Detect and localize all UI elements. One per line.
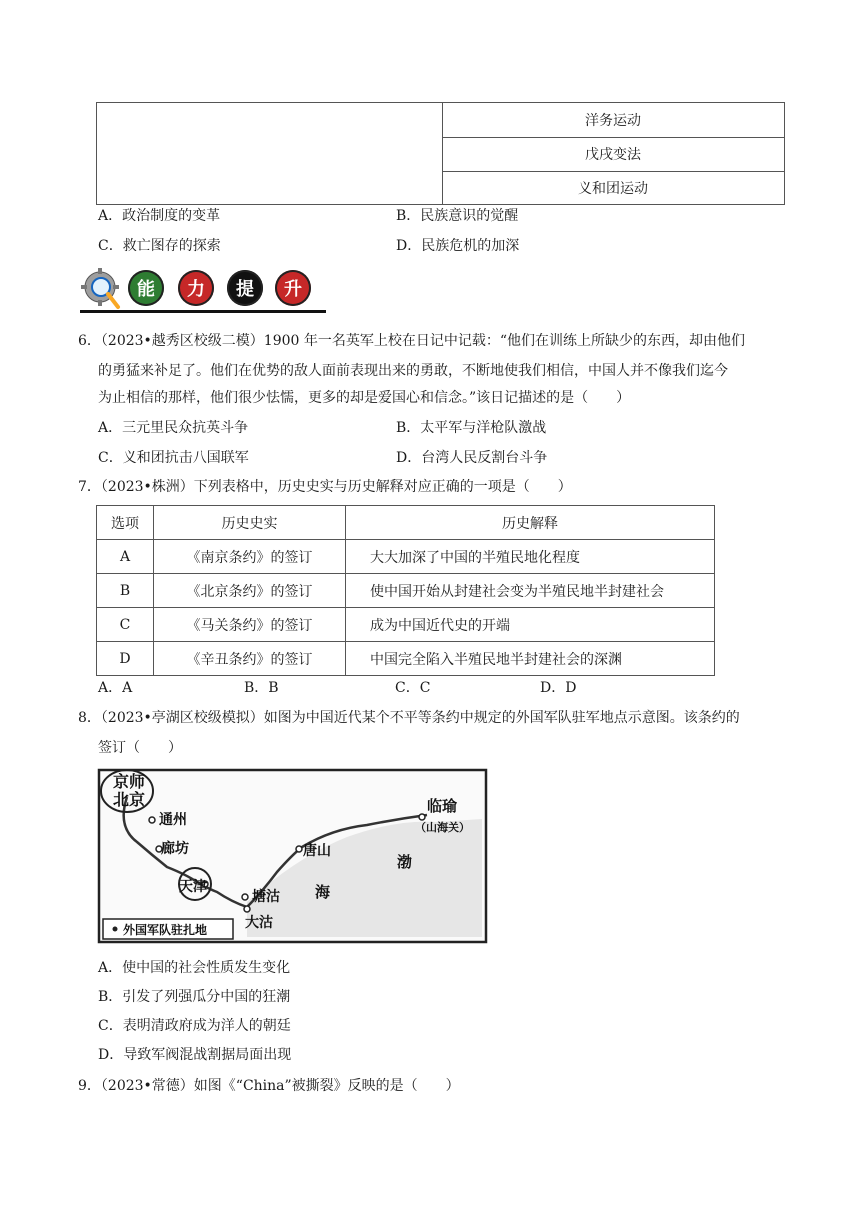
map-legend-text: 外国军队驻扎地 (123, 923, 208, 937)
map-label-tongzhou: 通州 (159, 812, 187, 828)
q7-header-option: 选项 (97, 506, 154, 540)
map-label-shanhaiguan: （山海关） (415, 821, 470, 834)
tangshan-point (296, 846, 302, 852)
table-row (97, 608, 715, 642)
q7-option-c[interactable]: C．C (395, 680, 431, 696)
q5-option-a[interactable]: A．政治制度的变革 (98, 208, 221, 224)
q7-stem: 7．（2023•株洲）下列表格中，历史史实与历史解释对应正确的一项是（ ） (78, 479, 572, 495)
table-row (97, 574, 715, 608)
map-label-sea-1: 渤 (397, 853, 413, 871)
q6-option-a[interactable]: A．三元里民众抗英斗争 (98, 420, 249, 436)
q5-option-c[interactable]: C．救亡图存的探索 (98, 238, 221, 254)
linyu-point (419, 814, 425, 820)
q5-table-row-2: 戊戌变法 (585, 147, 641, 163)
magnifier-gear-icon (80, 267, 122, 311)
q6-stem-line-3: 为止相信的那样，他们很少怯懦，更多的却是爱国心和信念。”该日记描述的是（ ） (98, 390, 631, 406)
q7-cell: 使中国开始从封建社会变为半殖民地半封建社会 (346, 574, 715, 608)
map-label-tanggu: 塘沽 (252, 889, 280, 905)
table-row (97, 642, 715, 676)
q5-table (96, 102, 785, 205)
q8-map-figure (97, 767, 489, 945)
q5-option-b[interactable]: B．民族意识的觉醒 (396, 208, 519, 224)
q6-stem-line-1: 6．（2023•越秀区校级二模）1900 年一名英军上校在日记中记载：“他们在训练上所缺少的东西，却由他们 (78, 333, 746, 349)
q6-option-c[interactable]: C．义和团抗击八国联军 (98, 450, 249, 466)
q7-cell: 大大加深了中国的半殖民地化程度 (346, 540, 715, 574)
banner-char-1: 能 (128, 270, 164, 306)
map-label-jingshi: 京师 (113, 772, 146, 791)
dagu-point (244, 906, 250, 912)
map-label-dagu: 大沽 (245, 915, 273, 931)
q7-header-explanation: 历史解释 (346, 506, 715, 540)
map-label-langfang: 廊坊 (161, 841, 189, 857)
tanggu-point (242, 894, 248, 900)
q7-option-b[interactable]: B．B (244, 680, 279, 696)
q6-stem-line-2: 的勇猛来补足了。他们在优势的敌人面前表现出来的勇敢，不断地使我们相信，中国人并不像我们迄今 (98, 363, 728, 379)
legend-dot-icon (113, 927, 118, 932)
tongzhou-point (149, 817, 155, 823)
q7-cell: D (97, 642, 154, 676)
q7-cell: 《马关条约》的签订 (154, 608, 346, 642)
table-row (97, 506, 715, 540)
map-label-linyu: 临瑜 (427, 797, 458, 815)
q8-option-c[interactable]: C．表明清政府成为洋人的朝廷 (98, 1018, 291, 1034)
q7-cell: B (97, 574, 154, 608)
q7-table (96, 505, 715, 676)
map-label-tangshan: 唐山 (303, 843, 331, 859)
q8-stem-line-1: 8．（2023•亭湖区校级模拟）如图为中国近代某个不平等条约中规定的外国军队驻军地点示意图。该条约的 (78, 710, 740, 726)
banner-underline (80, 310, 326, 313)
q5-option-d[interactable]: D．民族危机的加深 (396, 238, 520, 254)
q8-option-d[interactable]: D．导致军阀混战割据局面出现 (98, 1047, 292, 1063)
banner-char-3: 提 (227, 270, 263, 306)
map-label-beijing: 北京 (113, 790, 146, 809)
q7-cell: 《辛丑条约》的签订 (154, 642, 346, 676)
q5-table-row-3: 义和团运动 (578, 181, 648, 197)
q8-stem-line-2: 签订（ ） (98, 740, 182, 756)
q7-cell: 成为中国近代史的开端 (346, 608, 715, 642)
q7-option-a[interactable]: A．A (98, 680, 133, 696)
map-label-tianjin: 天津 (179, 879, 207, 895)
q6-option-b[interactable]: B．太平军与洋枪队激战 (396, 420, 547, 436)
q8-option-b[interactable]: B．引发了列强瓜分中国的狂潮 (98, 989, 291, 1005)
q7-header-fact: 历史史实 (154, 506, 346, 540)
banner-char-4: 升 (275, 270, 311, 306)
q7-cell: 《北京条约》的签订 (154, 574, 346, 608)
ability-banner (80, 267, 326, 313)
q6-option-d[interactable]: D．台湾人民反割台斗争 (396, 450, 548, 466)
q9-stem: 9．（2023•常德）如图《“China”被撕裂》反映的是（ ） (78, 1078, 460, 1094)
q7-cell: 《南京条约》的签订 (154, 540, 346, 574)
banner-char-2: 力 (178, 270, 214, 306)
q7-option-d[interactable]: D．D (540, 680, 577, 696)
q7-cell: 中国完全陷入半殖民地半封建社会的深渊 (346, 642, 715, 676)
map-label-sea-2: 海 (315, 883, 331, 901)
q8-option-a[interactable]: A．使中国的社会性质发生变化 (98, 960, 291, 976)
q7-cell: C (97, 608, 154, 642)
q5-table-row-1: 洋务运动 (585, 113, 641, 129)
table-row (97, 540, 715, 574)
q7-cell: A (97, 540, 154, 574)
